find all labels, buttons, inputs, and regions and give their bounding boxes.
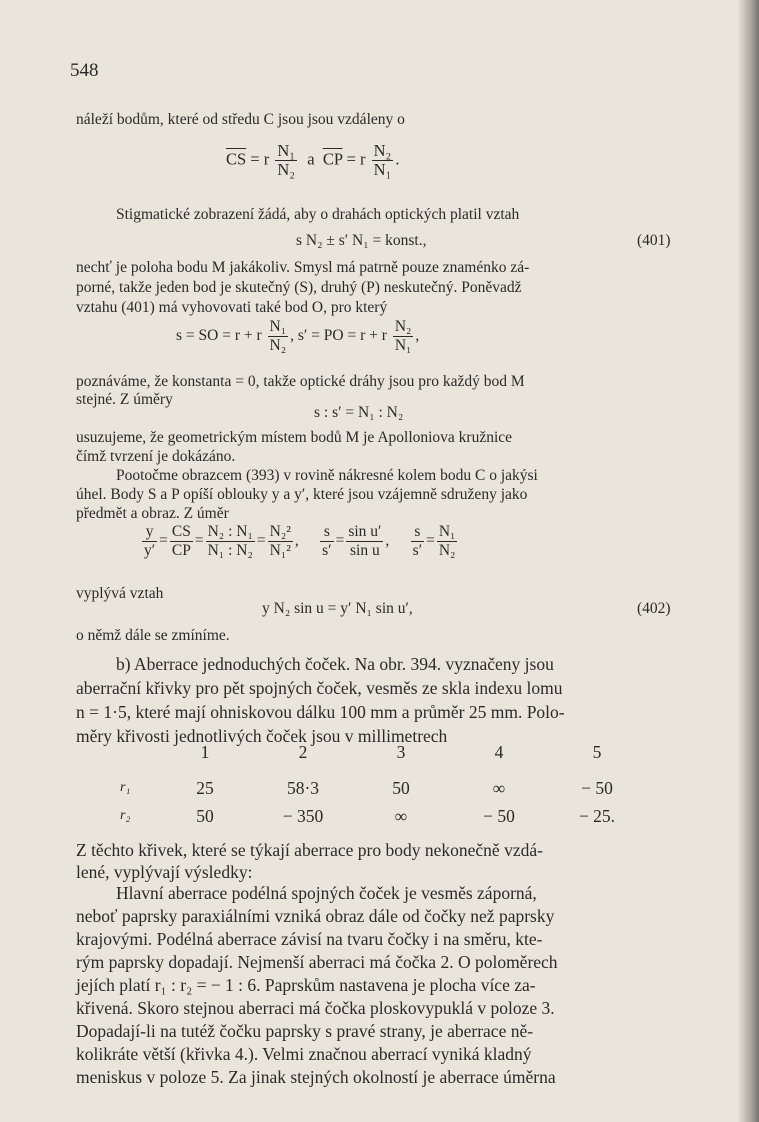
table-header-row — [120, 738, 646, 766]
paragraph-line: aberrační křivky pro pět spojných čoček, vesměs ze skla indexu lomu — [76, 678, 563, 698]
fraction: $\frac{\text{N₂ : N₁}}{\text{N₁ : N₂}}$ — [207, 523, 253, 559]
table-cell: 50 — [196, 805, 214, 826]
paragraph-line: usuzujeme, že geometrickým místem bodů M je Apolloniova kružnice — [76, 429, 513, 446]
table-row — [120, 774, 646, 802]
paragraph-line: náleží bodům, které od středu C jsou jsou vzdáleny o — [76, 111, 405, 128]
paragraph-line: meniskus v poloze 5. Za jinak stejných okolností je aberrace úměrna — [76, 1067, 556, 1087]
page-number: 548 — [70, 60, 99, 81]
fraction: $\frac{\text{sin u′}}{\text{sin u}}$ — [348, 523, 382, 559]
table-row — [120, 802, 646, 830]
table-cell: − 350 — [282, 805, 324, 826]
fraction: $\frac{\text{N₁}}{\text{N₂}}$ — [269, 318, 287, 354]
paragraph-line: kolikráte větší (křivka 4.). Velmi značnou aberrací vyniká kladný — [76, 1044, 532, 1064]
fraction: $\frac{y}{y'}$ — [144, 523, 156, 559]
equation-ratio: s : s′ = N₁ : N₂ — [314, 404, 404, 421]
equation-cs-cp: $\overline{CS} = r$ $\frac{\text{N₁}}{\text{N₂}}$ a $\overline{CP} = r$ $\frac{\text{N₂}}{\text{N₁}}$ . — [226, 141, 400, 179]
fraction: $\frac{\text{N₂²}}{\text{N₁²}}$ — [269, 523, 291, 559]
paragraph-line: předmět a obraz. Z úměr — [76, 505, 229, 522]
paragraph-line: vyplývá vztah — [76, 585, 164, 602]
paragraph-line: krajovými. Podélná aberrace závisí na tvaru čočky i na směru, kte- — [76, 929, 543, 949]
table-cell: 58·3 — [286, 777, 320, 798]
paragraph-line: lené, vyplývají výsledky: — [76, 862, 253, 882]
paragraph-line: nechť je poloha bodu M jakákoliv. Smysl má patrně pouze znaménko zá- — [76, 259, 530, 276]
row-label: r₁ — [120, 780, 131, 795]
fraction: $\frac{\text{N₂}}{\text{N₁}}$ — [394, 318, 412, 354]
table-header-cell: 1 — [200, 741, 210, 762]
table-cell: ∞ — [492, 777, 506, 798]
paragraph-line: stejné. Z úměry — [76, 391, 173, 408]
paragraph-line: Hlavní aberrace podélná spojných čoček je vesměs záporná, — [116, 883, 537, 903]
table-cell: − 25. — [578, 805, 616, 826]
paragraph-line: Pootočme obrazcem (393) v rovině nákresné kolem bodu C o jakýsi — [116, 467, 538, 484]
page-edge-shadow — [737, 0, 759, 1122]
paragraph-line: úhel. Body S a P opíší oblouky y a y′, které jsou vzájemně sdruženy jako — [76, 486, 528, 503]
fraction: $\frac{\text{N₁}}{\text{N₂}}$ — [277, 141, 296, 179]
paragraph-line: jejích platí r₁ : r₂ = − 1 : 6. Paprskům nastavena je plocha více za- — [76, 975, 536, 995]
table-header-cell: 4 — [494, 741, 504, 762]
paragraph-line: poznáváme, že konstanta = 0, takže optické dráhy jsou pro každý bod M — [76, 373, 525, 390]
fraction: $\frac{\text{N₁}}{\text{N₂}}$ — [438, 523, 456, 559]
table-cell: ∞ — [394, 805, 408, 826]
equation-number: (401) — [637, 232, 671, 249]
paragraph-line: Stigmatické zobrazení žádá, aby o drahách optických platil vztah — [116, 206, 520, 223]
row-label: r₂ — [120, 808, 131, 823]
equation-number: (402) — [637, 600, 671, 617]
fraction: $\frac{s}{s'}$ — [412, 523, 423, 559]
equation-so-po: s = SO = r + r $\frac{\text{N₁}}{\text{N₂}}$ , s′ = PO = r + r $\frac{\text{N₂}}{\text{N₁}}$ , — [176, 318, 420, 354]
paragraph-line: Z těchto křivek, které se týkají aberrace pro body nekonečně vzdá- — [76, 840, 543, 860]
table-cell: 50 — [392, 777, 410, 798]
radii-table — [120, 738, 646, 830]
equation-402: y N₂ sin u = y′ N₁ sin u′, — [262, 600, 413, 617]
table-cell: 25 — [196, 777, 214, 798]
paragraph-line: o němž dále se zmíníme. — [76, 627, 230, 644]
paragraph-line: křivená. Skoro stejnou aberraci má čočka ploskovypuklá v poloze 3. — [76, 998, 555, 1018]
table-header-cell: 2 — [298, 741, 308, 762]
equation-401: s N₂ ± s′ N₁ = konst., — [296, 232, 427, 249]
fraction: $\frac{CS}{CP}$ — [171, 523, 191, 559]
paragraph-line: čímž tvrzení je dokázáno. — [76, 448, 236, 465]
table-cell: − 50 — [581, 777, 613, 798]
table-header-cell: 3 — [396, 741, 406, 762]
fraction: $\frac{\text{N₂}}{\text{N₁}}$ — [373, 141, 392, 179]
equation-y-ratios: $\frac{y}{y'}$ = $\frac{CS}{CP}$ = $\frac{\text{N₂ : N₁}}{\text{N₁ : N₂}}$ = $\frac{\text{N₂²}}{\text{N₁²}}$ , $\frac{s}{s'}$ = $\frac{\text{sin u′}}{\text{sin u}}$ , $\frac{s}{s'}$ = $\frac{\text{N₁}}{\text{N₂}}$ — [144, 523, 456, 559]
paragraph-line: n = 1·5, které mají ohniskovou dálku 100 mm a průměr 25 mm. Polo- — [76, 702, 565, 722]
paragraph-line: neboť paprsky paraxiálními vzniká obraz dále od čočky než paprsky — [76, 906, 555, 926]
fraction: $\frac{s}{s'}$ — [322, 523, 332, 559]
paragraph-line: b) Aberrace jednoduchých čoček. Na obr. 394. vyznačeny jsou — [116, 654, 554, 674]
paragraph-line: měry křivosti jednotlivých čoček jsou v millimetrech — [76, 726, 448, 746]
paragraph-line: Dopadají-li na tutéž čočku paprsky s pravé strany, je aberrace ně- — [76, 1021, 534, 1041]
table-cell: − 50 — [483, 805, 515, 826]
paragraph-line: rým paprsky dopadají. Nejmenší aberraci má čočka 2. O poloměrech — [76, 952, 558, 972]
table-header-cell: 5 — [592, 741, 602, 762]
paragraph-line: vztahu (401) má vyhovovati také bod O, pro který — [76, 299, 388, 316]
paragraph-line: porné, takže jeden bod je skutečný (S), druhý (P) neskutečný. Poněvadž — [76, 279, 522, 296]
